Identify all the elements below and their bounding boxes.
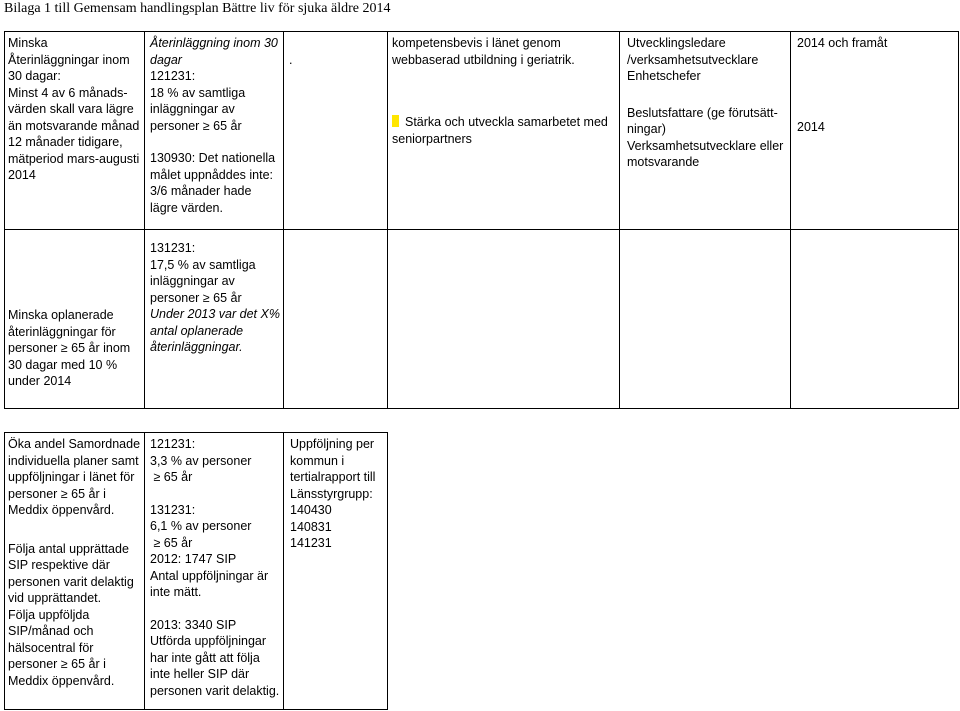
text-line: personen varit delaktig. xyxy=(150,683,280,698)
text-line: personer ≥ 65 år i xyxy=(8,486,106,501)
text-line: personer ≥ 65 år i xyxy=(8,657,106,671)
row1-timeframe-cell xyxy=(797,35,955,135)
text-line: har inte gått att följa xyxy=(150,650,260,665)
text-line: inläggningar av xyxy=(150,102,235,116)
text-line: Meddix öppenvård. xyxy=(8,673,115,688)
text-line: tertialrapport till xyxy=(290,470,376,484)
indicator-title: Återinläggning inom 30 xyxy=(150,36,278,50)
text-line: personen varit delaktig xyxy=(8,574,134,589)
text-line: ≥ 65 år xyxy=(150,470,193,484)
row1-indicator-cell xyxy=(150,35,282,216)
col-border-6 xyxy=(958,31,959,409)
text-line: /verksamhetsutvecklare xyxy=(627,52,759,67)
text-line: Stärka och utveckla samarbetet med xyxy=(405,115,608,129)
text-line: webbaserad utbildning i geriatrik. xyxy=(392,52,575,67)
text-line: kommun i xyxy=(290,453,345,468)
col-border-5 xyxy=(790,31,791,409)
text-line: Utvecklingsledare xyxy=(627,36,726,50)
text-line: Verksamhetsutvecklare eller xyxy=(627,138,784,153)
text-line: Uppföljning per xyxy=(290,437,375,451)
document-header: Bilaga 1 till Gemensam handlingsplan Bättre liv för sjuka äldre 2014 xyxy=(4,1,391,16)
text-line: 2014 xyxy=(797,119,825,134)
text-line: . xyxy=(289,53,293,67)
text-line: personer ≥ 65 år xyxy=(150,290,242,305)
bt-col-border-3 xyxy=(387,432,388,710)
text-line: 140430 xyxy=(290,503,332,517)
text-line: Öka andel Samordnade xyxy=(8,437,141,451)
row1-goal-cell xyxy=(8,35,142,184)
col-border-4 xyxy=(619,31,620,409)
text-line: 141231 xyxy=(290,536,332,550)
text-line: 130930: Det nationella xyxy=(150,151,276,165)
text-line: individuella planer samt xyxy=(8,453,139,468)
text-line: kompetensbevis i länet genom xyxy=(392,36,561,50)
text-line: 17,5 % av samtliga xyxy=(150,257,256,272)
text-line: seniorpartners xyxy=(392,131,472,146)
row1-activity-cell xyxy=(392,35,618,147)
text-line: Minst 4 av 6 månads- xyxy=(8,85,128,100)
text-line: under 2014 xyxy=(8,374,72,388)
text-line: 131231: xyxy=(150,502,196,517)
text-line: 12 månader tidigare, xyxy=(8,135,123,149)
text-line: målet uppnåddes inte: xyxy=(150,167,274,182)
yellow-bullet-marker xyxy=(392,115,399,127)
table-top-border xyxy=(4,31,959,32)
text-line: personer ≥ 65 år inom xyxy=(8,341,131,355)
text-line: 2014 xyxy=(8,168,36,182)
text-line: än motsvarande månad xyxy=(8,118,140,133)
text-line: SIP/månad och xyxy=(8,624,94,638)
text-line: Utförda uppföljningar xyxy=(150,634,267,648)
text-line: Minska oplanerade xyxy=(8,308,114,322)
text-line: SIP respektive där xyxy=(8,558,110,572)
text-line: Beslutsfattare (ge förutsätt- xyxy=(627,105,778,120)
text-line: motsvarande xyxy=(627,155,700,169)
bottom-table-top-border xyxy=(4,432,387,433)
text-line: 18 % av samtliga xyxy=(150,85,246,100)
text-line: återinläggningar. xyxy=(150,340,243,354)
text-line: 121231: xyxy=(150,69,196,83)
text-line: återinläggningar för xyxy=(8,324,116,339)
text-line: mätperiod mars-augusti xyxy=(8,151,140,166)
text-line: personer ≥ 65 år xyxy=(150,118,242,133)
text-line: 30 dagar: xyxy=(8,69,61,83)
text-line: 121231: xyxy=(150,437,196,451)
text-line: Meddix öppenvård. xyxy=(8,503,115,517)
text-line: Länsstyrgrupp: xyxy=(290,486,373,501)
text-line: vid upprättandet. xyxy=(8,591,102,605)
text-line: Minska xyxy=(8,36,48,50)
text-line: Följa uppföljda xyxy=(8,607,90,622)
bt-col-border-2 xyxy=(283,432,284,710)
row1-bottom-border xyxy=(4,229,959,230)
row3-followup-cell xyxy=(290,436,385,552)
text-line: 140831 xyxy=(290,519,332,534)
row3-indicator-cell xyxy=(150,436,282,699)
text-line: 131231: xyxy=(150,241,196,255)
bullet-item xyxy=(392,114,618,131)
text-line: lägre värden. xyxy=(150,200,223,215)
row1-responsible-cell xyxy=(627,35,787,171)
text-line: värden skall vara lägre xyxy=(8,102,134,116)
row3-goal-cell xyxy=(8,436,142,689)
col-border-3 xyxy=(387,31,388,409)
text-line: ≥ 65 år xyxy=(150,535,193,550)
text-line: Återinläggningar inom xyxy=(8,52,130,67)
text-line: 3/6 månader hade xyxy=(150,184,252,198)
top-table-bottom-border xyxy=(4,408,959,409)
col-border-0 xyxy=(4,31,5,409)
col-border-1 xyxy=(144,31,145,409)
text-line: antal oplanerade xyxy=(150,323,244,338)
text-line: Antal uppföljningar är xyxy=(150,568,269,583)
row2-goal-cell xyxy=(8,307,142,390)
bt-col-border-1 xyxy=(144,432,145,710)
text-line: inte mätt. xyxy=(150,585,202,599)
text-line: inte heller SIP där xyxy=(150,667,250,681)
col-border-2 xyxy=(283,31,284,409)
text-line: hälsocentral för xyxy=(8,640,94,655)
text-line: uppföljningar i länet för xyxy=(8,470,135,484)
text-line: 30 dagar med 10 % xyxy=(8,357,118,372)
row2-indicator-cell xyxy=(150,240,282,356)
text-line: 6,1 % av personer xyxy=(150,519,252,533)
text-line: 2012: 1747 SIP xyxy=(150,552,237,566)
text-line: Följa antal upprättade xyxy=(8,541,129,556)
text-line: 2013: 3340 SIP xyxy=(150,617,237,632)
indicator-title: dagar xyxy=(150,52,182,67)
text-line: 3,3 % av personer xyxy=(150,453,252,468)
text-line: Enhetschefer xyxy=(627,69,701,83)
text-line: Under 2013 var det X% xyxy=(150,307,280,321)
text-line: inläggningar av xyxy=(150,274,235,288)
bt-col-border-0 xyxy=(4,432,5,710)
row1-col3-cell xyxy=(289,52,381,69)
text-line: 2014 och framåt xyxy=(797,36,888,50)
text-line: ningar) xyxy=(627,122,666,136)
bottom-table-bottom-border xyxy=(4,709,387,710)
